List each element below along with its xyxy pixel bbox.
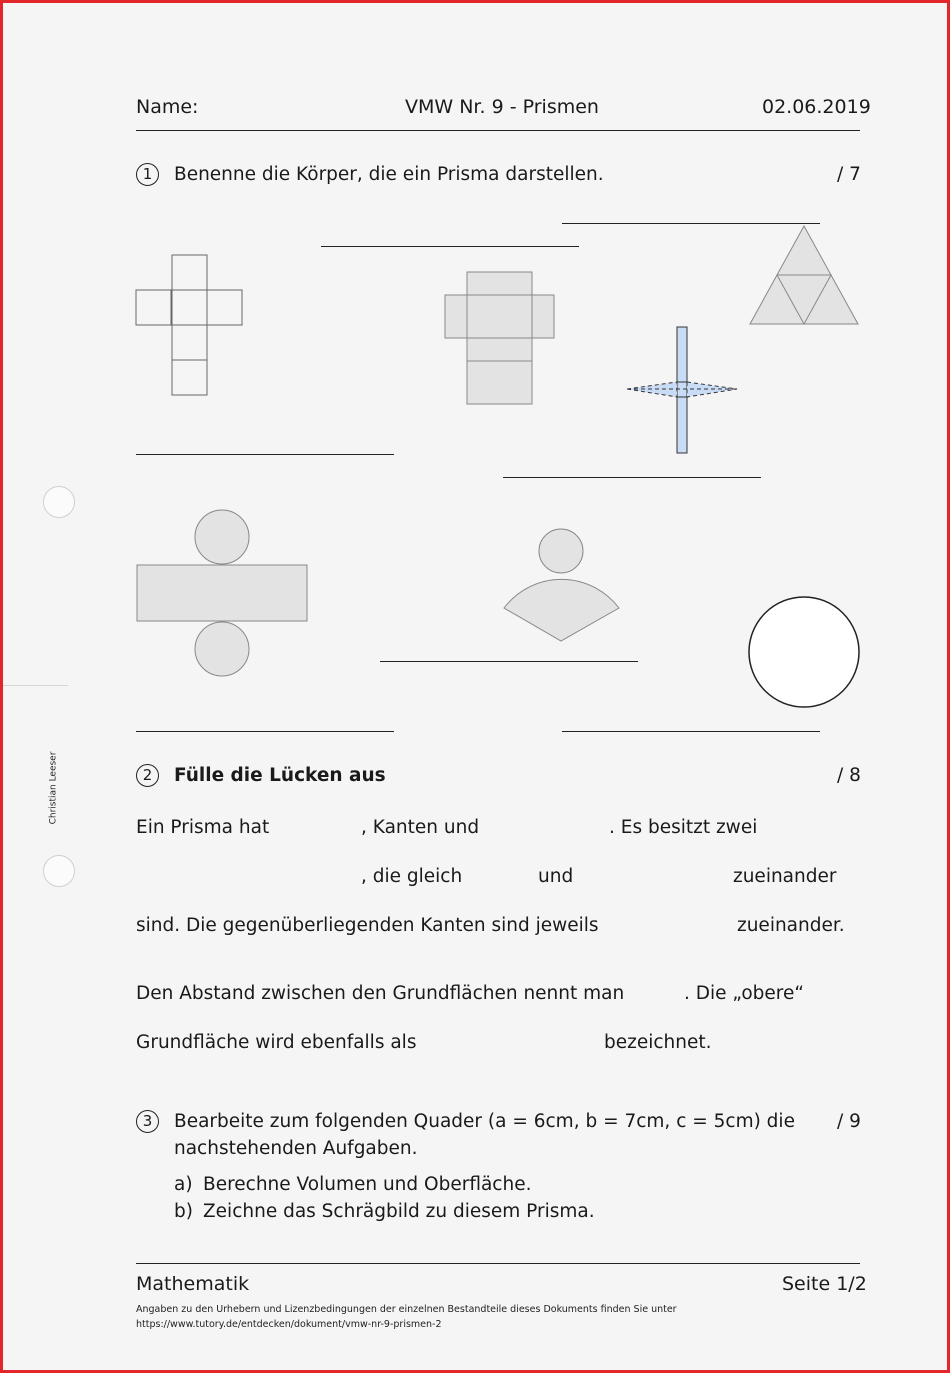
rhombus-prism-net-figure	[625, 326, 741, 456]
answer-line-4[interactable]	[503, 477, 761, 478]
cloze-text: sind. Die gegenüberliegenden Kanten sind jeweils	[136, 915, 599, 936]
cloze-text: , Kanten und	[361, 817, 480, 838]
punch-hole-top	[43, 486, 75, 518]
name-label: Name:	[136, 96, 199, 118]
fold-mark	[3, 685, 68, 686]
cone-net-figure	[503, 525, 623, 645]
task1-instruction: Benenne die Körper, die ein Prisma darstellen.	[174, 164, 604, 185]
task3-instruction-line2: nachstehenden Aufgaben.	[174, 1138, 418, 1159]
cuboid-net-figure	[445, 272, 557, 408]
punch-hole-bottom	[43, 855, 75, 887]
task3-item-text-a: Berechne Volumen und Oberfläche.	[203, 1174, 532, 1195]
attribution-text: Angaben zu den Urhebern und Lizenzbedingungen der einzelnen Bestandteile dieses Dokuments finden Sie unter	[136, 1304, 677, 1315]
tetrahedron-net-figure	[748, 224, 862, 326]
answer-line-5[interactable]	[380, 661, 638, 662]
task2-points: / 8	[837, 765, 861, 786]
cloze-text: . Es besitzt zwei	[609, 817, 758, 838]
cloze-text: zueinander	[733, 866, 837, 887]
cloze-text: , die gleich	[361, 866, 463, 887]
task3-points: / 9	[837, 1111, 861, 1132]
task-number-2: 2	[136, 764, 159, 787]
task3-item-label-a: a)	[174, 1174, 193, 1195]
answer-line-6[interactable]	[136, 731, 394, 732]
attribution-link[interactable]: https://www.tutory.de/entdecken/dokument/vmw-nr-9-prismen-2	[136, 1319, 442, 1330]
footer-page-number: Seite 1/2	[782, 1273, 867, 1295]
sphere-circle-figure	[747, 595, 861, 709]
answer-line-2[interactable]	[321, 246, 579, 247]
cloze-text: und	[538, 866, 574, 887]
header-rule	[136, 130, 860, 131]
footer-subject: Mathematik	[136, 1273, 250, 1295]
task-number-3: 3	[136, 1110, 159, 1133]
cloze-text: bezeichnet.	[604, 1032, 712, 1053]
task-number-1: 1	[136, 163, 159, 186]
cloze-text: Den Abstand zwischen den Grundflächen nennt man	[136, 983, 625, 1004]
answer-line-7[interactable]	[562, 731, 820, 732]
cloze-text: Grundfläche wird ebenfalls als	[136, 1032, 417, 1053]
page-title: VMW Nr. 9 - Prismen	[405, 96, 599, 118]
task3-item-text-b: Zeichne das Schrägbild zu diesem Prisma.	[203, 1201, 595, 1222]
task2-instruction: Fülle die Lücken aus	[174, 765, 386, 786]
cloze-text: Ein Prisma hat	[136, 817, 270, 838]
task1-points: / 7	[837, 164, 861, 185]
answer-line-3[interactable]	[136, 454, 394, 455]
cloze-text: . Die „obere“	[684, 983, 804, 1004]
date: 02.06.2019	[762, 96, 871, 118]
task3-item-label-b: b)	[174, 1201, 193, 1222]
cube-net-figure	[136, 255, 244, 399]
task3-instruction-line1: Bearbeite zum folgenden Quader (a = 6cm, b = 7cm, c = 5cm) die	[174, 1111, 795, 1132]
footer-rule	[136, 1263, 860, 1264]
cylinder-net-figure	[136, 509, 308, 679]
cloze-text: zueinander.	[737, 915, 845, 936]
author-credit: Christian Leeser	[48, 751, 59, 825]
